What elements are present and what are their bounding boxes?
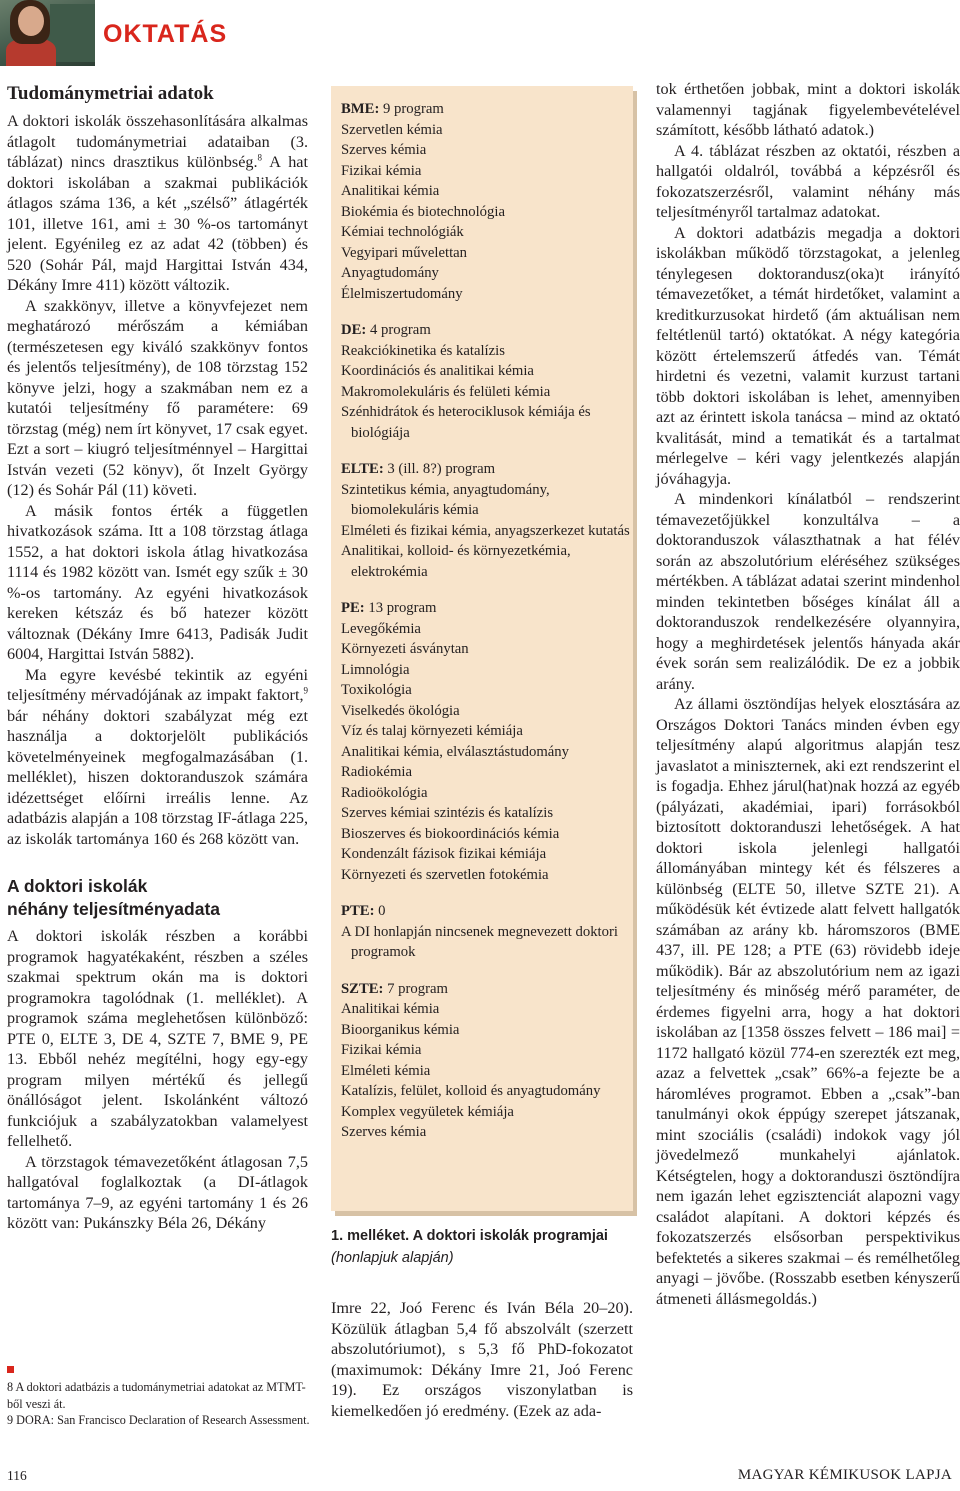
program-item: Kémiai technológiák [341, 224, 464, 240]
program-group-code: PTE: [341, 903, 375, 919]
program-item: Szervetlen kémia [341, 121, 443, 138]
paragraph: A 4. táblázat részben az oktatói, részben a hallgatói oldalról, továbbá a képzésről és fokozatszerzésről, valamint néhány más teljesítményről tartalmaz adatokat. [656, 141, 960, 221]
program-item: Szerves kémia [341, 142, 427, 158]
program-group [341, 99, 633, 304]
program-group-code: PE: [341, 600, 365, 616]
program-group-heading [341, 459, 633, 480]
program-group-count: 3 (ill. 8?) program [383, 461, 496, 477]
footnote-marker [7, 1366, 14, 1373]
program-item: Radiokémia [341, 764, 412, 780]
program-group-code: ELTE: [341, 461, 384, 477]
paragraph: A doktori iskolák részben a korábbi programok hagyatékaként, részben a széles szakmai spektrum okán ma is doktori programokra tagolódnak (1. melléklet). A programok száma meglehetősen különböző: PTE 0, ELTE 3, DE 4, SZTE 7, BME 9, PE 13. Ebből nehéz megítélni, hogy egy-egy program milyen mértékű és jellegű önállóságot jelent. Iskolánként változó funkciójuk a szabályzatokban valamelyest fellelhető. [7, 927, 308, 1150]
sidebar-caption [331, 1225, 633, 1269]
paragraph: A törzstagok témavezetőként átlagosan 7,5 hallgatóval foglalkoztak (a DI-átlagok tartománya 7–9, az egyéni tartomány 1 és 26 között van: Pukánszky Béla 26, Dékány [7, 1152, 308, 1232]
program-item: Bioszerves és biokoordinációs kémia [341, 825, 560, 842]
footnote-ref-8[interactable]: 8 [257, 152, 263, 163]
program-item: Szerves kémia [341, 1124, 427, 1140]
program-item: Limnológia [341, 661, 410, 678]
program-item: Kondenzált fázisok fizikai kémiája [341, 846, 547, 862]
footnote-8: 8 A doktori adatbázis a tudománymetriai adatokat az MTMT-ből veszi át. [7, 1380, 306, 1411]
program-item: Biokémia és biotechnológia [341, 203, 505, 220]
program-group-heading [341, 598, 633, 619]
program-group-count: 9 program [379, 101, 444, 117]
section-title: OKTATÁS [103, 20, 228, 48]
program-group-count: 4 program [366, 322, 431, 338]
program-item: Koordinációs és analitikai kémia [341, 363, 534, 379]
program-groups [331, 99, 633, 1143]
program-item: Makromolekuláris és felületi kémia [341, 383, 551, 400]
program-item: Bioorganikus kémia [341, 1021, 460, 1038]
program-group-code: DE: [341, 322, 367, 338]
paragraph: Az állami ösztöndíjas helyek elosztására az Országos Doktori Tanács minden évben egy teljesítmény alapú algoritmus alapján tesz javaslatot a miniszternek, aki ezt rendszerint el is fogadja. Ehhez járul(hat)nak hozzá az egyéb (pályázati, akadémiai, ipari) forrásokból biztosított doktoranduszi lehetőségek. A hat doktori iskola jelenlegi hallgatói állományában mintegy két és félszeres a különbség (ELTE 50, illetve SZTE 21). A működésük két évtizede alatt felvett hallgatók számában az arány kb. háromszoros (BME 437, ill. PE 128; a PTE (63) rövidebb ideje működik). Bár az abszolutórium nem az igazi teljesítmény és minőség mérő paraméter, de érdemes figyelni arra, hogy a hat doktori iskolában az [1358 összes felvett – 186 mai] = 1172 hallgató közül 774-en szerezték ezt meg, azaz a felvettek „csak” 66%-a fejezte be a háromléves programot. Ebben a „csak”-ban tanulmányi okok éppúgy szerepet játszanak, mint szociális (családi) indokok vagy jól jövedelmező munkahelyi ajánlatok. Kétségtelen, hogy a doktoranduszi ösztöndíjra nem igazán lehet egzisztenciát alapozni vagy családot alapítani. A doktori képzés és fokozatszerzés elsősorban perspektivikus befektetés a sikeres szakmai – és remélhetőleg anyagi – jövőbe. (Rosszabb esetben kényszerű átmeneti állásmegoldás.) [656, 695, 960, 1308]
program-item: Környezeti ásványtan [341, 641, 469, 657]
paragraph: A mindenkori kínálatból – rendszerint témavezetőjükkel konzultálva – a doktoranduszok választhatnak a hat félév során az abszolutórium eléréséhez szükséges mértékben. A táblázat adatai szerint mindenhol minden tekintetben bőséges kínálat áll a doktoranduszok rendelkezésére olyannyira, hogy a meghirdetések jelentős hányada akár évek során sem realizálódik. De ez a jobbik arány. [656, 490, 960, 693]
student-head [18, 6, 44, 36]
program-item: Élelmiszertudomány [341, 285, 463, 302]
program-group-count: 7 program [383, 980, 448, 997]
program-item: Analitikai, kolloid- és környezetkémia, elektrokémia [341, 543, 571, 580]
program-item: Elméleti és fizikai kémia, anyagszerkezet kutatás [341, 522, 630, 539]
paragraph: Imre 22, Joó Ferenc és Iván Béla 20–20). Közülük átlagban 5,4 fő abszolvált (szerzett abszolutóriumot), s 5,3 fő PhD-fokozatot (maximumok: Dékány Imre 21, Joó Ferenc 19). Ez országos viszonylatban is kiemelkedően jó eredmény. (Ezek az ada- [331, 1299, 633, 1420]
paragraph: A másik fontos érték a független hivatkozások száma. Itt a 108 törzstag átlaga 1552, a hat doktori iskola átlag hivatkozása 1114 és 1982 között van. Ismét egy szűk ± 30 %-os tartomány. Az egyéni hivatkozások kereken kétszáz és bő hatezer között változnak (Dékány Imre 6413, Padisák Judit 6004, Hargittai István 5882). [7, 501, 308, 663]
program-group-count: 0 [374, 903, 386, 919]
program-group-code: BME: [341, 101, 380, 117]
program-item: Levegőkémia [341, 620, 421, 637]
caption-title: 1. melléket. A doktori iskolák programjai [331, 1228, 608, 1244]
program-item: Szénhidrátok és heterociklusok kémiája és biológiája [341, 404, 591, 441]
column-right [656, 79, 960, 1309]
program-group [341, 598, 633, 885]
program-item: Vegyipari művelettan [341, 244, 468, 261]
program-item: Komplex vegyületek kémiája [341, 1103, 514, 1120]
program-item: Katalízis, felület, kolloid és anyagtudomány [341, 1083, 601, 1099]
program-item: Víz és talaj környezeti kémiája [341, 723, 523, 739]
programs-sidebar [331, 86, 633, 1211]
program-item: Fizikai kémia [341, 162, 422, 179]
program-item: Szerves kémiai szintézis és katalízis [341, 805, 554, 821]
column-middle [331, 1298, 633, 1421]
program-item: Fizikai kémia [341, 1042, 422, 1058]
program-group [341, 979, 633, 1143]
program-group-heading [341, 99, 633, 120]
journal-title: MAGYAR KÉMIKUSOK LAPJA [737, 1467, 952, 1483]
program-item: Analitikai kémia [341, 183, 440, 199]
program-item: A DI honlapján nincsenek megnevezett doktori programok [341, 923, 618, 960]
program-group [341, 320, 633, 443]
program-item: Viselkedés ökológia [341, 702, 460, 719]
paragraph: A doktori iskolák összehasonlítására alkalmas átlagolt tudománymetriai adataiban (3. táblázat) nincs drasztikus különbség.$^8$ A hat doktori iskolában a szakmai publikációk átlagos száma 136, a két „szélső” átlagérték 101, illetve 161, ami ± 30 %-os tartományt jelent. Egyénileg ez az adat 42 (többen) és 520 (Sohár Pál, majd Hargittai István 434, Dékány Imre 411) között változik. [7, 112, 308, 294]
chalkboard-graphic [50, 4, 95, 62]
program-item: Radioökológia [341, 784, 428, 801]
footnote-ref-9[interactable]: 9 [303, 685, 308, 696]
program-item: Anyagtudomány [341, 265, 439, 281]
paragraph: A szakkönyv, illetve a könyvfejezet nem meghatározó mérőszám a kémiában (természetesen egy kiváló szakkönyv fontos és jelentős teljesítmény), de 108 törzstag 152 könyve jelzi, hogy a szakmában nem ez a kutatói teljesítmény fő paramétere: 69 törzstag (még) nem írt könyvet, 17 csak egyet. Ezt a sort – kiugró teljesítménnyel – Hargittai István vezeti (52 könyv), őt Inzelt György (12) és Sohár Pál (11) követi. [7, 296, 308, 499]
program-item: Elméleti kémia [341, 1062, 431, 1079]
caption-subtitle: (honlapjuk alapján) [331, 1250, 454, 1266]
header-photo [0, 0, 95, 66]
paragraph: Ma egyre kevésbé tekintik az egyéni teljesítmény mérvadójának az impakt faktort,$^9$ bár néhány doktori szabályzat még ezt használja a doktorjelölt publikációs követelményeinek megfogalmazásában (1. melléklet), hiszen doktoranduszok számára idézettséget előírni irreális lenne. Az adatbázis alapján a 108 törzstag IF-átlaga 225, az iskolák tartománya 160 és 268 között van. [7, 665, 308, 848]
program-group-count: 13 program [364, 600, 437, 616]
program-group-heading [341, 320, 633, 341]
program-item: Reakciókinetika és katalízis [341, 342, 505, 359]
heading-tudomanymetriai: Tudománymetriai adatok [7, 83, 214, 104]
footnote-9: 9 DORA: San Francisco Declaration of Research Assessment. [7, 1413, 310, 1427]
column-left [7, 82, 308, 1234]
heading-doktori-iskolak: A doktori iskolák néhány teljesítményadata [7, 876, 220, 919]
program-group [341, 901, 633, 963]
program-group-heading [341, 979, 633, 1000]
program-item: Toxikológia [341, 682, 412, 698]
paragraph: tok érthetően jobbak, mint a doktori iskolák valamennyi tagjának figyelembevételével számított, később látható adatok.) [656, 80, 960, 139]
footnotes [7, 1366, 312, 1429]
page-number: 116 [7, 1468, 27, 1483]
program-group-code: SZTE: [341, 980, 384, 997]
program-group-heading [341, 901, 633, 922]
paragraph: A doktori adatbázis megadja a doktori iskolákban működő törzstagokat, a jelenleg ténylegesen doktorandusz(oka)t irányító témavezetőket, a témát hirdetőket, valamint a kreditkurzusokat hirdető (ám aktuálisan nem feltétlenül tartó) oktatókat. A négy kategória között értelemszerű átfedés van. Témát hirdetni és vezetni, valamit kurzust tartani több doktori iskolában is lehet, amennyiben azt az érintett iskola tanácsa – mind az oktató kvalitását, mind a tematikát és a tartalmat mérlegelve – kéri vagy jelentkezés alapján jóváhagyja. [656, 223, 960, 488]
program-item: Analitikai kémia, elválasztástudomány [341, 743, 569, 760]
program-item: Környezeti és szervetlen fotokémia [341, 866, 549, 883]
program-item: Szintetikus kémia, anyagtudomány, biomolekuláris kémia [341, 481, 550, 518]
program-group [341, 459, 633, 582]
program-item: Analitikai kémia [341, 1001, 440, 1017]
